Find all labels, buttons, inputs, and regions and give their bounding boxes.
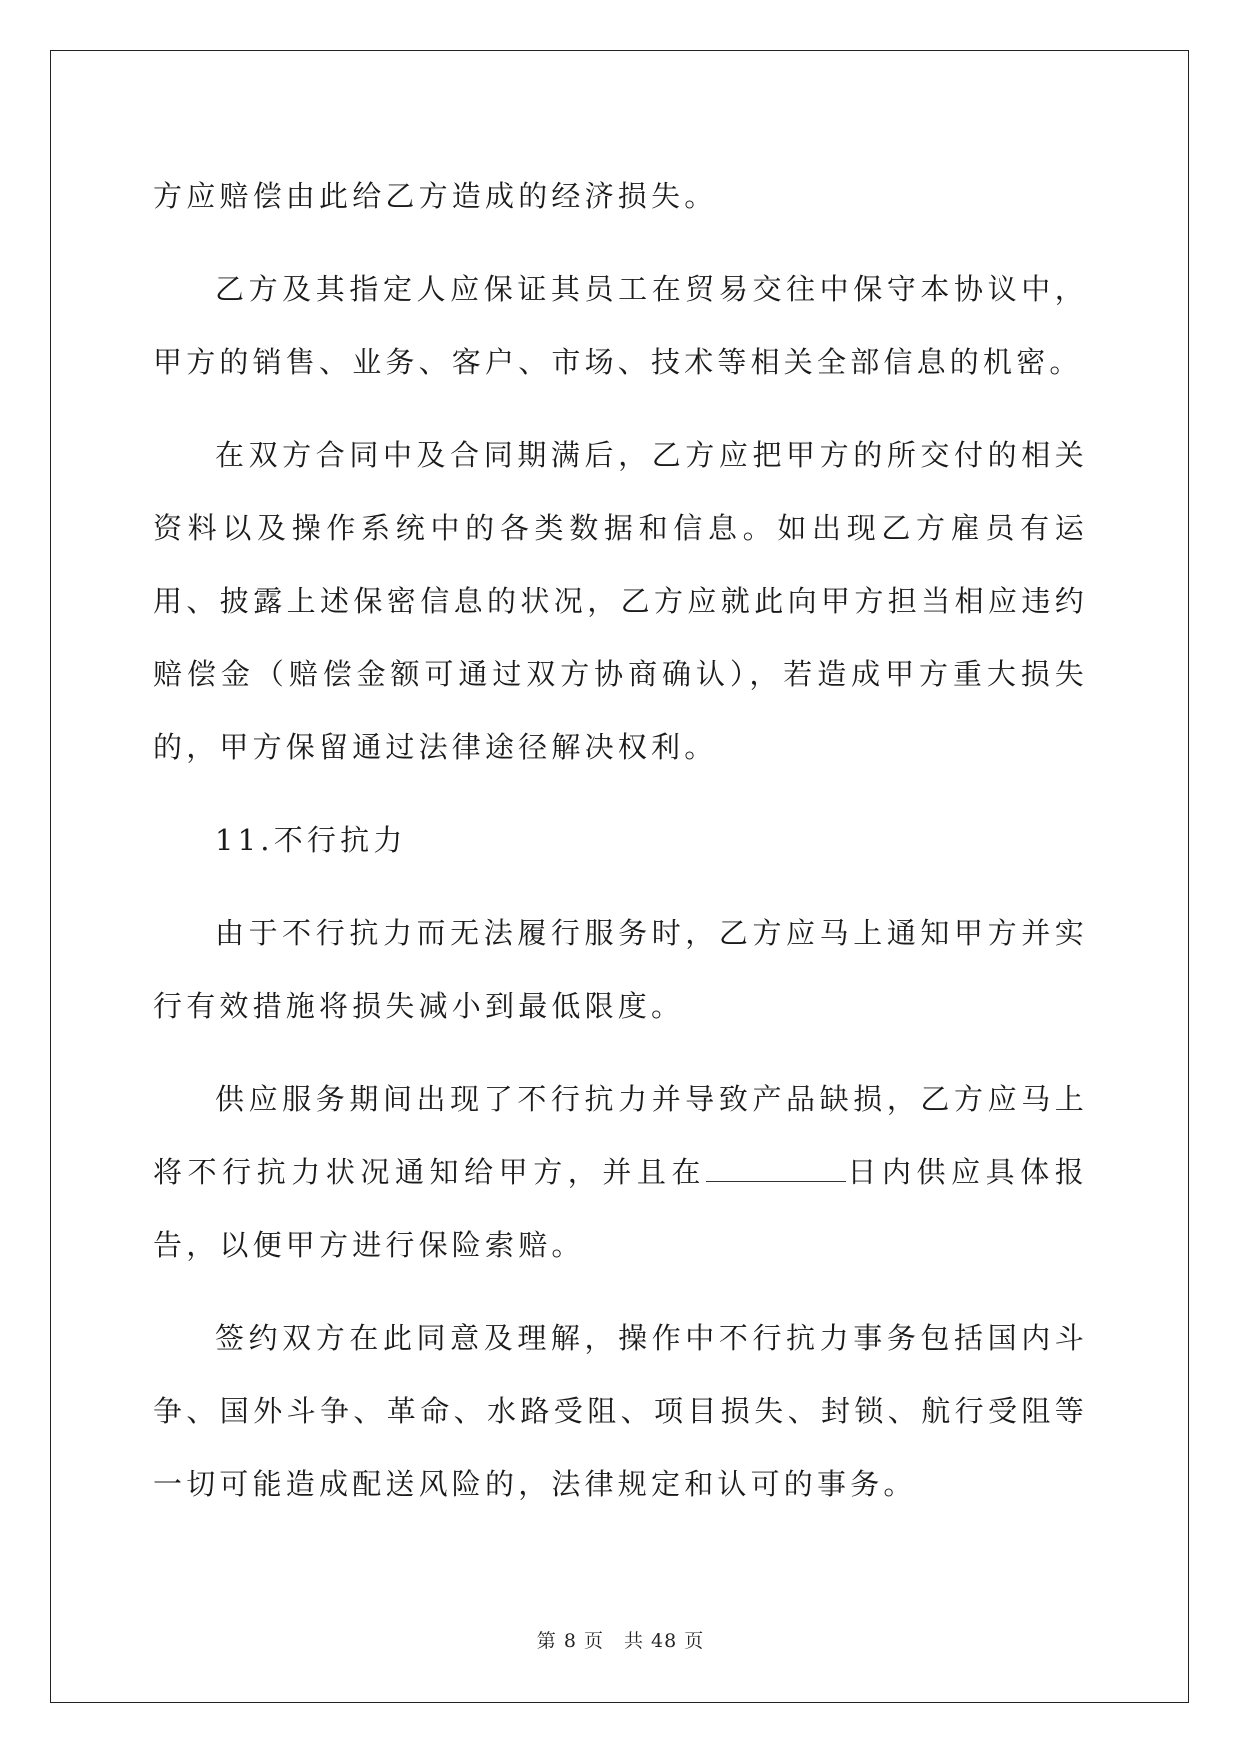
paragraph-gap [153, 1282, 1088, 1302]
paragraph: 签约双方在此同意及理解，操作中不行抗力事务包括国内斗争、国外斗争、革命、水路受阻、项目损失、封锁、航行受阻等一切可能造成配送风险的，法律规定和认可的事务。 [153, 1321, 1088, 1501]
paragraph-with-blank [153, 1063, 1088, 1282]
paragraph: 方应赔偿由此给乙方造成的经济损失。 [153, 179, 718, 213]
document-body [153, 160, 1088, 1521]
paragraph-gap [153, 399, 1088, 419]
paragraph-text-before-blank: 供应服务期间出现了不行抗力并导致产品缺损，乙方应马上将不行抗力状况通知给甲方，并且在 [153, 1082, 1088, 1189]
paragraph-gap [153, 784, 1088, 804]
paragraph: 乙方及其指定人应保证其员工在贸易交往中保守本协议中，甲方的销售、业务、客户、市场、技术等相关全部信息的机密。 [153, 272, 1088, 379]
paragraph: 由于不行抗力而无法履行服务时，乙方应马上通知甲方并实行有效措施将损失减小到最低限度。 [153, 916, 1088, 1023]
paragraph-gap [153, 877, 1088, 897]
fill-in-blank [706, 1153, 846, 1182]
section-heading: 11.不行抗力 [215, 823, 407, 857]
page-number-footer: 第 8 页 共 48 页 [536, 1630, 705, 1652]
paragraph-gap [153, 233, 1088, 253]
paragraph-text-after-blank: 日内供应具体报告，以便甲方进行保险索赔。 [153, 1155, 1089, 1262]
paragraph: 在双方合同中及合同期满后，乙方应把甲方的所交付的相关资料以及操作系统中的各类数据和信息。如出现乙方雇员有运用、披露上述保密信息的状况，乙方应就此向甲方担当相应违约赔偿金（赔偿金额可通过双方协商确认），若造成甲方重大损失的，甲方保留通过法律途径解决权利。 [153, 438, 1088, 764]
paragraph-gap [153, 1043, 1088, 1063]
